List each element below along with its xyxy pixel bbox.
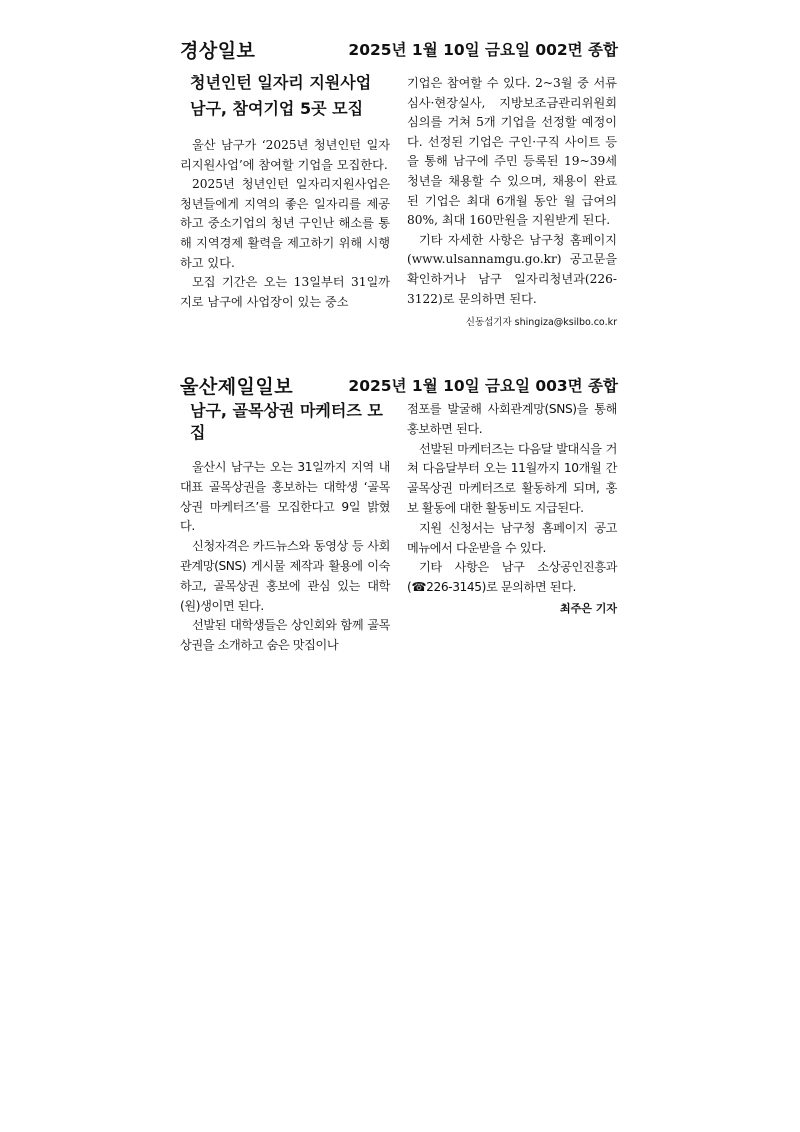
- article-clip-ulsanjeil: [175, 370, 620, 653]
- headline-line-1: 청년인턴 일자리 지원사업: [190, 73, 372, 92]
- article-column-left: [180, 400, 390, 656]
- headline-line-2: 남구, 참여기업 5곳 모집: [190, 99, 364, 118]
- reporter-byline: 신동섭기자 shingiza@ksilbo.co.kr: [465, 317, 617, 329]
- publication-dateline: 2025년 1월 10일 금요일 003면 종합: [348, 377, 618, 395]
- body-paragraph: 점포를 발굴해 사회관계망(SNS)을 통해 홍보하면 된다.: [407, 402, 617, 436]
- body-paragraph: 신청자격은 카드뉴스와 동영상 등 사회관계망(SNS) 게시물 제작과 활용에 이숙하고, 골목상권 홍보에 관심 있는 대학(원)생이면 된다.: [180, 539, 390, 613]
- clip-header: [175, 370, 620, 396]
- body-paragraph: 울산 남구가 ‘2025년 청년인턴 일자리지원사업’에 참여할 기업을 모집한다.: [180, 138, 390, 172]
- body-paragraph: 2025년 청년인턴 일자리지원사업은 청년들에게 지역의 좋은 일자리를 제공하고 중소기업의 청년 구인난 해소를 통해 지역경제 활력을 제고하기 위해 시행하고 있다.: [180, 177, 390, 270]
- reporter-byline: 최주은 기자: [560, 601, 617, 615]
- body-paragraph: 선발된 대학생들은 상인회와 함께 골목상권을 소개하고 숨은 맛집이나: [180, 618, 390, 653]
- article-headline: 남구, 골목상권 마케터즈 모집: [190, 401, 383, 442]
- article-clip-gyeongsang: [175, 34, 620, 346]
- body-paragraph: 기타 자세한 사항은 남구청 홈페이지(www.ulsannamgu.go.kr) 공고문을 확인하거나 남구 일자리청년과(226-3122)로 문의하면 된다.: [407, 232, 617, 306]
- body-paragraph: 기타 사항은 남구 소상공인진흥과(☎226-3145)로 문의하면 된다.: [407, 560, 617, 595]
- newspaper-name: 경상일보: [180, 40, 256, 62]
- publication-dateline: 2025년 1월 10일 금요일 002면 종합: [348, 41, 618, 59]
- body-paragraph: 모집 기간은 오는 13일부터 31일까지로 남구에 사업장이 있는 중소: [180, 275, 390, 309]
- newspaper-name: 울산제일일보: [180, 376, 294, 398]
- clip-header: [175, 34, 620, 60]
- article-headline: [190, 70, 390, 122]
- article-column-left: [180, 70, 390, 312]
- body-paragraph: 기업은 참여할 수 있다. 2~3월 중 서류심사·현장실사, 지방보조금관리위원회 심의를 거쳐 5개 기업을 선정할 예정이다. 선정된 기업은 구인·구직 사이트 등을 통해 남구에 주민 등록된 19~39세 청년을 채용할 수 있으며, 채용이 완료된 기업은 최대 6개월 동안 월 급여의 80%, 최대 160만원을 지원받게 된다.: [407, 76, 617, 228]
- body-paragraph: 울산시 남구는 오는 31일까지 지역 내 대표 골목상권을 홍보하는 대학생 ‘골목상권 마케터즈’를 모집한다고 9일 밝혔다.: [180, 460, 390, 534]
- article-column-right: [407, 400, 617, 616]
- body-paragraph: 선발된 마케터즈는 다음달 발대식을 거쳐 다음달부터 오는 11월까지 10개월 간 골목상권 마케터즈로 활동하게 되며, 홍보 활동에 대한 활동비도 지급된다.: [407, 441, 617, 515]
- body-paragraph: 지원 신청서는 남구청 홈페이지 공고 메뉴에서 다운받을 수 있다.: [407, 520, 617, 555]
- article-column-right: [407, 74, 617, 328]
